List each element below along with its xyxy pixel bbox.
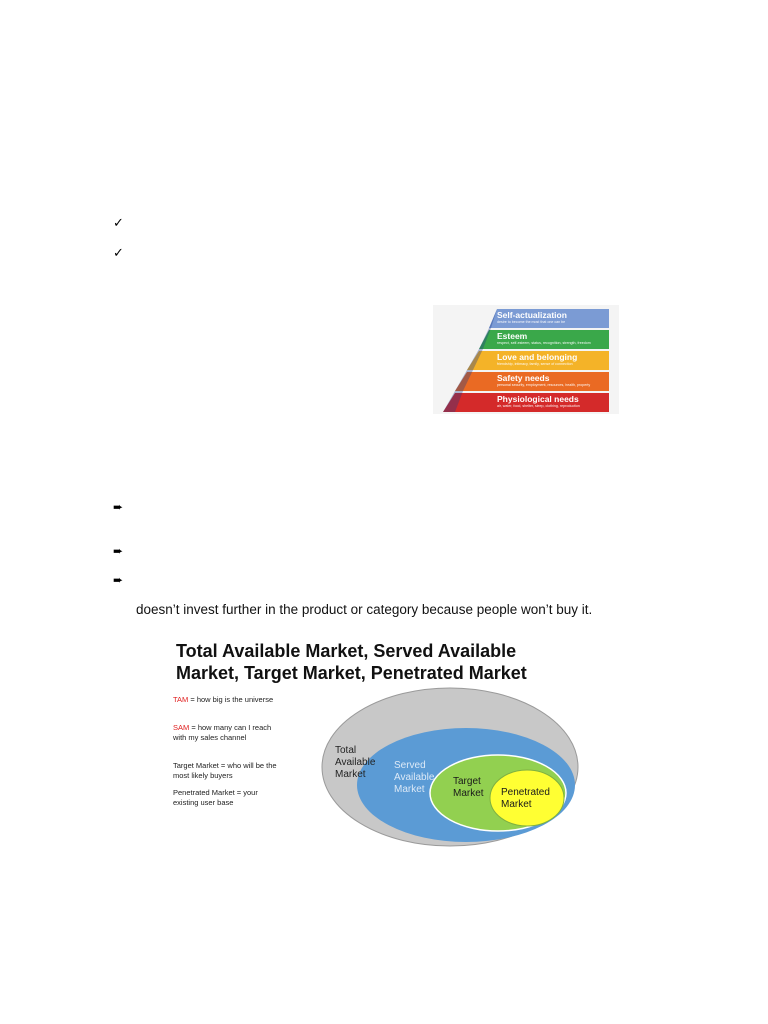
paragraph-continuation: doesn’t invest further in the product or category because people won’t buy it. (136, 602, 593, 617)
maslow-pyramid-image (433, 305, 619, 414)
label-target-market: Target Market (453, 776, 484, 799)
pyramid-level-3-label: Love and belonging (497, 352, 578, 362)
pyramid-level-1-sublabel: desire to become the most that one can be (497, 320, 566, 324)
figure-title-line-1: Total Available Market, Served Available (176, 641, 517, 661)
pyramid-level-2-sublabel: respect, self-esteem, status, recognition, strength, freedom (497, 341, 591, 345)
market-venn-graphic (163, 636, 583, 848)
pyramid-level-5-label: Physiological needs (497, 394, 579, 404)
sam-acronym: SAM (173, 723, 190, 732)
pyramid-level-5-sublabel: air, water, food, shelter, sleep, clothing, reproduction (497, 404, 580, 408)
pyramid-level-1-label: Self-actualization (497, 310, 567, 320)
checkmark-2: ✓ (113, 245, 124, 260)
arrow-bullet-1: ➨ (113, 500, 124, 514)
pyramid-level-4-sublabel: personal security, employment, resources, health, property (497, 383, 591, 387)
definition-penetrated-market: Penetrated Market = your existing user base (173, 788, 258, 807)
pyramid-level-4-label: Safety needs (497, 373, 550, 383)
checkmark-1: ✓ (113, 215, 124, 230)
arrow-bullet-2: ➨ (113, 544, 124, 558)
tam-text: = how big is the universe (188, 695, 274, 704)
label-total-available-market: Total Available Market (335, 745, 376, 780)
sam-text: = how many can I reach with my sales channel (173, 723, 272, 742)
figure-title-line-2: Market, Target Market, Penetrated Market (176, 663, 527, 683)
definition-target-market: Target Market = who will be the most likely buyers (173, 761, 277, 780)
tam-acronym: TAM (173, 695, 189, 704)
market-size-figure (163, 636, 583, 848)
label-served-available-market: Served Available Market (394, 760, 435, 795)
arrow-bullet-3: ➨ (113, 573, 124, 587)
pyramid-level-2-label: Esteem (497, 331, 528, 341)
pyramid-level-3-sublabel: friendship, intimacy, family, sense of connection (497, 362, 573, 366)
label-penetrated-market: Penetrated Market (501, 787, 550, 810)
